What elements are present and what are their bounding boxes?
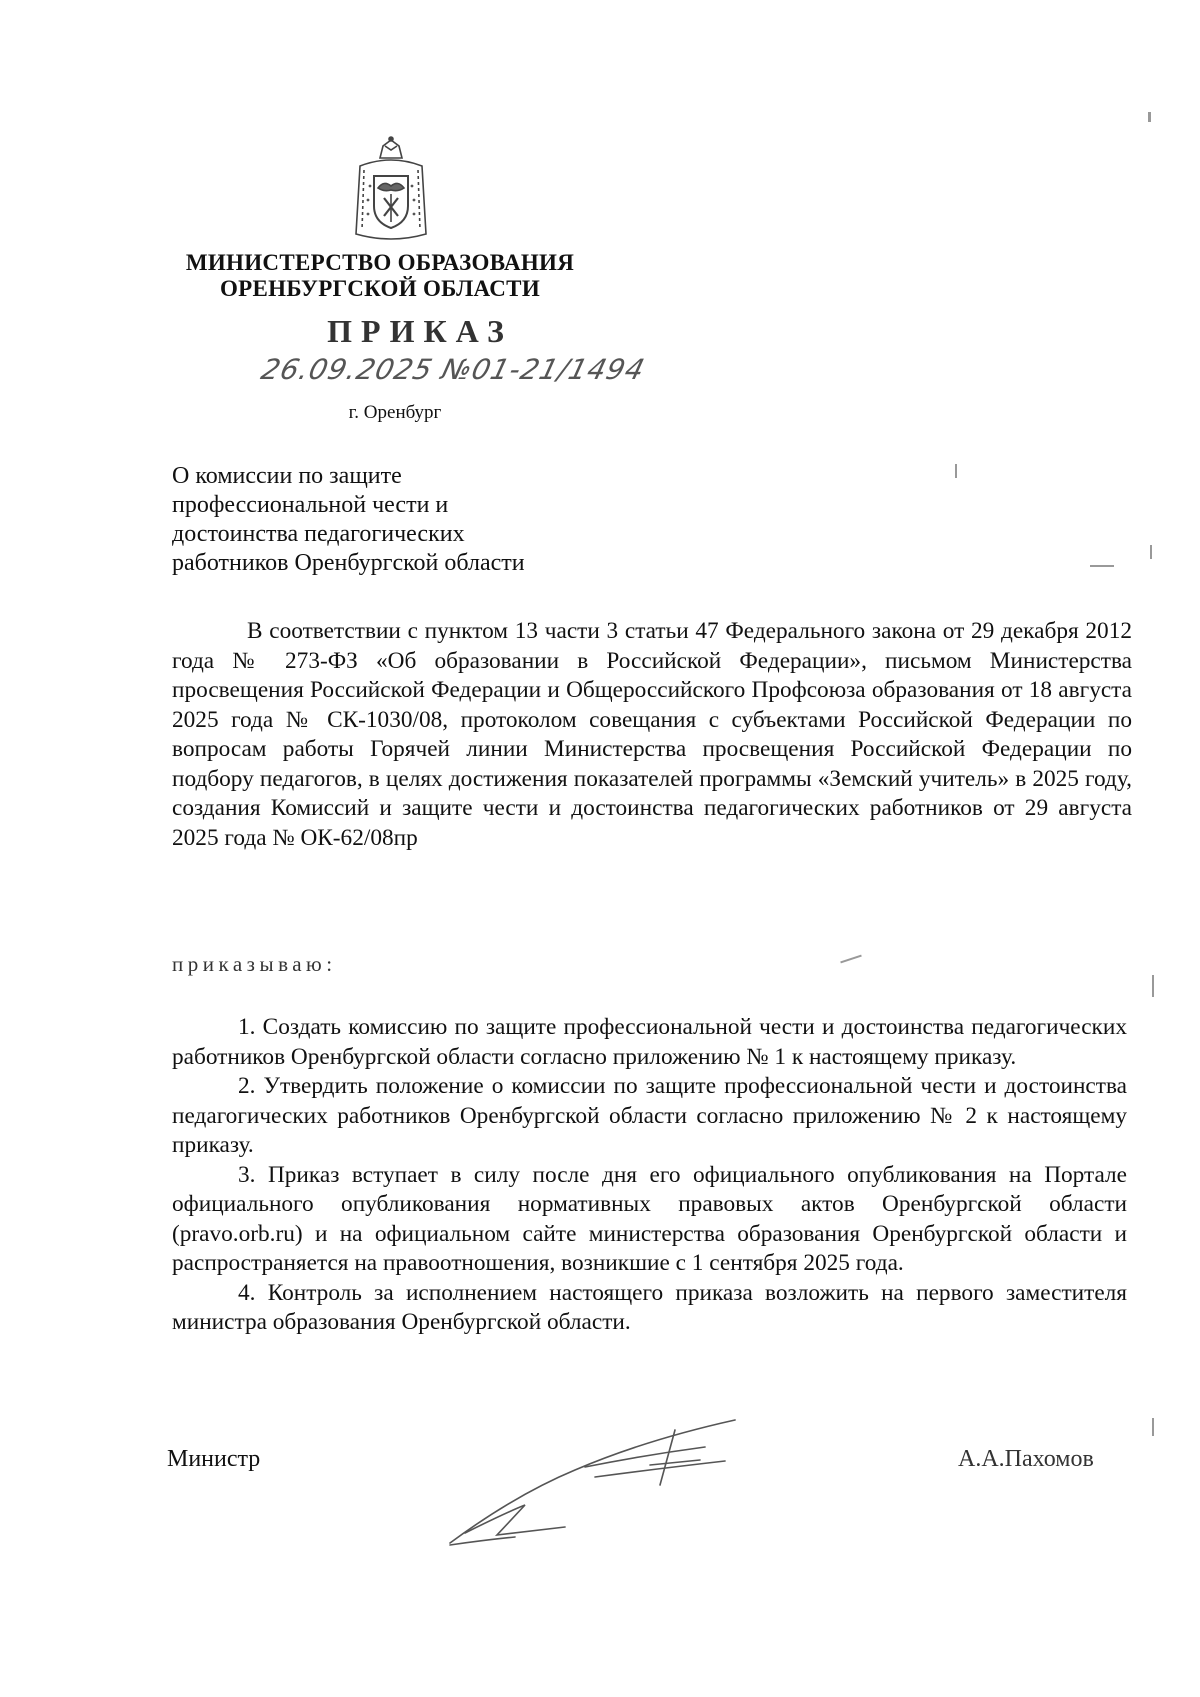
scan-speck	[840, 955, 862, 964]
city-label: г. Оренбург	[348, 402, 442, 423]
decree-word: приказываю:	[172, 952, 337, 976]
order-item-4: 4. Контроль за исполнением настоящего приказа возложить на первого заместителя министра образования Оренбургской области.	[172, 1279, 1127, 1335]
scan-speck	[1148, 112, 1151, 122]
document-type-title: ПРИКАЗ	[327, 313, 513, 349]
preamble-text: В соответствии с пунктом 13 части 3 статьи 47 Федерального закона от 29 декабря 2012 года № 273-ФЗ «Об образовании в Российской Федерации», письмом Министерства просвещения Российской Федерации и Общероссийского Профсоюза образования от 18 августа 2025 года № СК-1030/08, протоколом совещания с субъектами Российской Федерации по вопросам работы Горячей линии Министерства просвещения Российской Федерации по подбору педагогов, в целях достижения показателей программы «Земский учитель» в 2025 году, создания Комиссий и защите чести и достоинства педагогических работников от 29 августа 2025 года № ОК-62/08пр	[172, 618, 1132, 851]
ministry-name-line1: МИНИСТЕРСТВО ОБРАЗОВАНИЯ	[185, 250, 575, 275]
scan-speck	[1150, 545, 1152, 559]
subject-line1: О комиссии по защите	[172, 463, 402, 489]
order-item-1: 1. Создать комиссию по защите профессиональной чести и достоинства педагогических работников Оренбургской области согласно приложению № 1 к настоящему приказу.	[172, 1014, 1127, 1070]
signatory-name: А.А.Пахомов	[958, 1446, 1094, 1472]
ministry-name-line2: ОРЕНБУРГСКОЙ ОБЛАСТИ	[219, 276, 541, 301]
preamble-paragraph	[172, 617, 1132, 853]
coat-of-arms-icon	[350, 136, 432, 244]
order-items-list	[172, 1013, 1127, 1338]
scan-speck	[1090, 565, 1114, 567]
scan-speck	[955, 464, 957, 478]
handwritten-date-number: 26.09.2025 №01-21/1494	[257, 353, 649, 386]
ministry-name	[150, 250, 610, 302]
order-subject	[172, 462, 672, 578]
subject-line2: профессиональной чести и	[172, 492, 449, 518]
subject-line4: работников Оренбургской области	[172, 550, 525, 576]
signatory-role: Министр	[167, 1446, 261, 1472]
scan-speck	[1152, 975, 1154, 997]
order-item-3: 3. Приказ вступает в силу после дня его официального опубликования на Портале официального опубликования нормативных правовых актов Оренбургской области (pravo.orb.ru) и на официальном сайте министерства образования Оренбургской области и распространяется на правоотношения, возникшие с 1 сентября 2025 года.	[172, 1161, 1127, 1276]
order-item-2: 2. Утвердить положение о комиссии по защите профессиональной чести и достоинства педагогических работников Оренбургской области согласно приложению № 2 к настоящему приказу.	[172, 1073, 1127, 1158]
scan-speck	[1152, 1418, 1154, 1436]
handwritten-signature-icon	[445, 1415, 755, 1550]
subject-line3: достоинства педагогических	[172, 521, 465, 547]
